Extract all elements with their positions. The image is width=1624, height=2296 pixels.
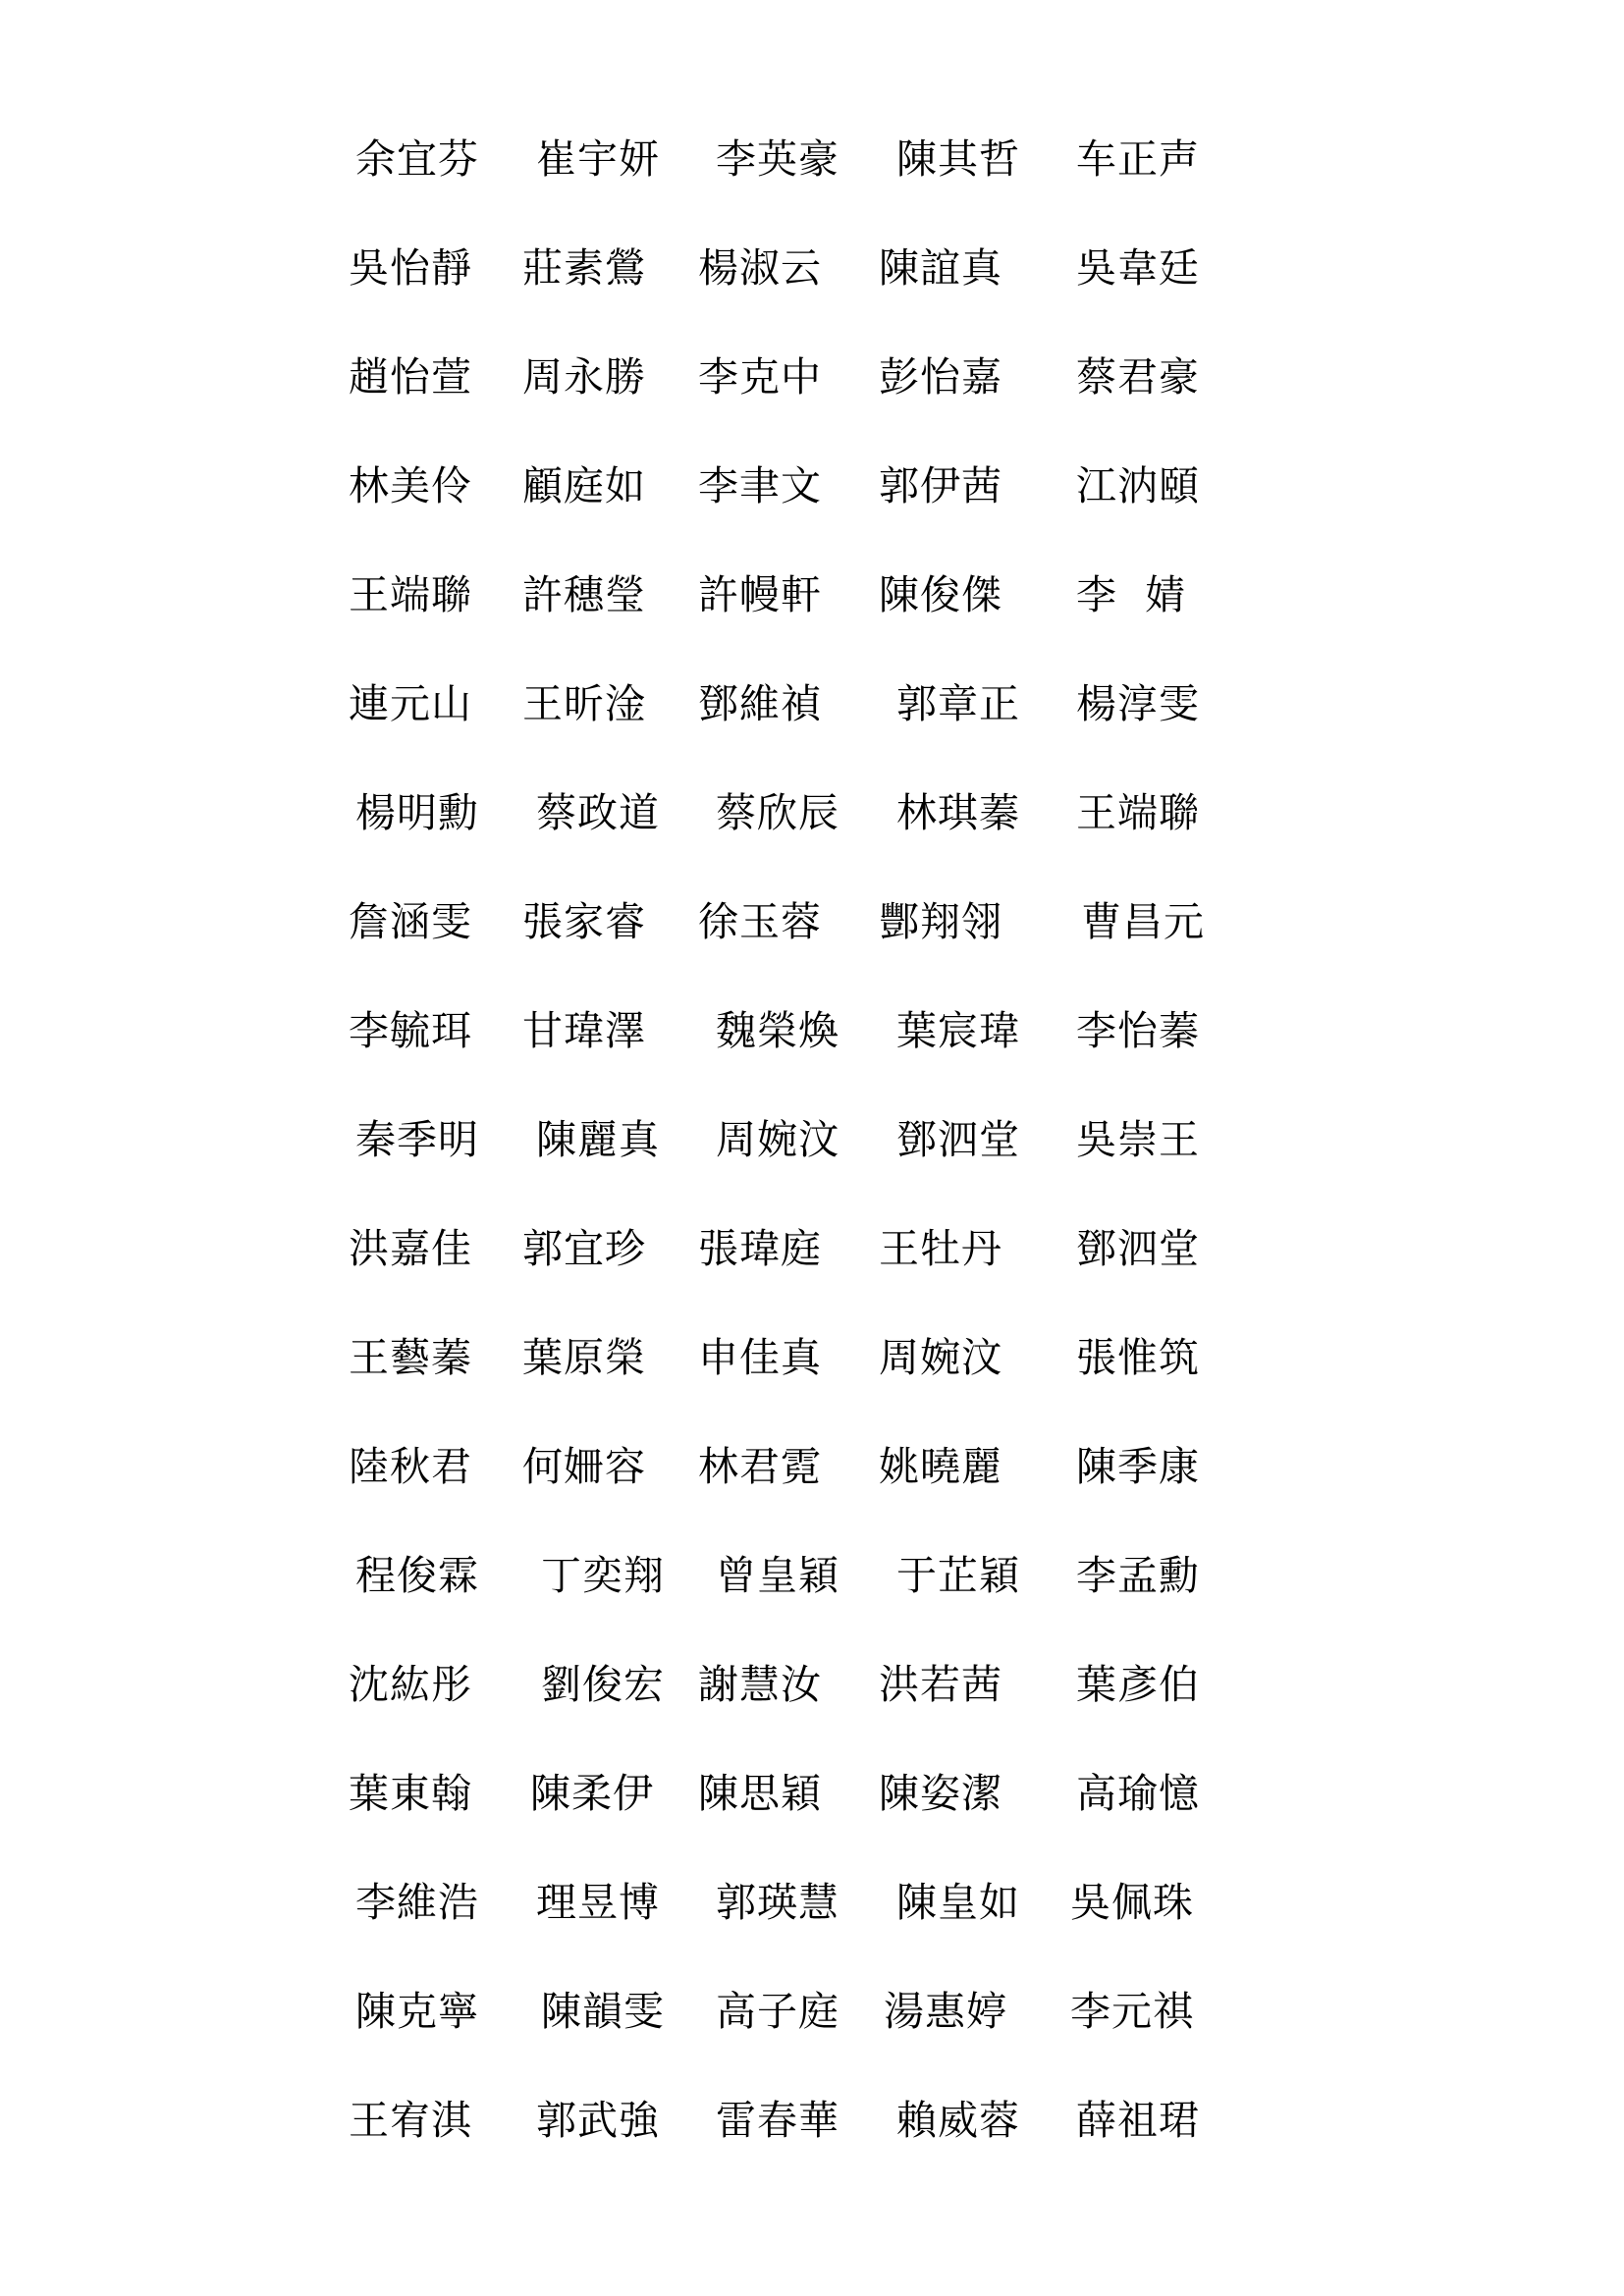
- name-row: [0, 1110, 1624, 1169]
- name-cell: 陳思穎: [698, 1770, 822, 1817]
- name-cell: 周婉汶: [879, 1334, 1002, 1381]
- name-cell: 吳怡靜: [349, 244, 472, 292]
- name-cell: 周婉汶: [716, 1116, 839, 1163]
- name-row: [0, 1873, 1624, 1932]
- name-cell: 秦季明: [355, 1116, 479, 1163]
- name-cell: 洪嘉佳: [349, 1225, 472, 1272]
- name-row: [0, 2091, 1624, 2150]
- name-cell: 高子庭: [716, 1988, 839, 2035]
- name-cell: 薛祖珺: [1076, 2097, 1200, 2144]
- name-cell: 許幔軒: [698, 571, 822, 618]
- name-cell: 鄧泗堂: [1076, 1225, 1200, 1272]
- name-row: [0, 1437, 1624, 1496]
- name-row: [0, 1328, 1624, 1387]
- name-row: [0, 1655, 1624, 1714]
- name-cell: 吳佩珠: [1070, 1879, 1194, 1926]
- name-cell: 林君霓: [698, 1443, 822, 1490]
- name-cell: 劉俊宏: [541, 1661, 665, 1708]
- name-cell: 蔡政道: [536, 789, 660, 836]
- name-row: [0, 1764, 1624, 1823]
- name-cell: 陳韻雯: [541, 1988, 665, 2035]
- name-cell: 林琪蓁: [896, 789, 1020, 836]
- name-cell: 姚曉麗: [879, 1443, 1002, 1490]
- name-cell: 徐玉蓉: [698, 898, 822, 945]
- name-cell: 湯惠婷: [884, 1988, 1007, 2035]
- name-cell: 李維浩: [355, 1879, 479, 1926]
- name-cell: 曹昌元: [1081, 898, 1205, 945]
- name-cell: 郭章正: [896, 680, 1020, 727]
- name-cell: 申佳真: [698, 1334, 822, 1381]
- name-cell: 陳誼真: [879, 244, 1002, 292]
- name-cell: 張家睿: [522, 898, 646, 945]
- name-row: [0, 892, 1624, 951]
- name-cell: 鄧維禎: [698, 680, 822, 727]
- name-row: [0, 1982, 1624, 2041]
- name-cell: 謝慧汝: [698, 1661, 822, 1708]
- name-cell: 王宥淇: [349, 2097, 472, 2144]
- name-cell: 王牡丹: [879, 1225, 1002, 1272]
- name-cell: 楊淳雯: [1076, 680, 1200, 727]
- name-cell: 李怡蓁: [1076, 1007, 1200, 1054]
- name-cell: 甘瑋澤: [522, 1007, 646, 1054]
- name-cell: 李克中: [698, 353, 822, 400]
- name-cell: 張惟筑: [1076, 1334, 1200, 1381]
- name-cell: 鄧泗堂: [896, 1116, 1020, 1163]
- name-row: [0, 783, 1624, 842]
- name-cell: 葉宸瑋: [896, 1007, 1020, 1054]
- name-cell: 陳皇如: [896, 1879, 1020, 1926]
- name-row: [0, 1546, 1624, 1605]
- name-cell: 周永勝: [522, 353, 646, 400]
- name-cell: 李孟勳: [1076, 1552, 1200, 1599]
- name-cell: 陳其哲: [896, 135, 1020, 183]
- name-cell: 許穗瑩: [522, 571, 646, 618]
- name-row: [0, 565, 1624, 624]
- name-cell: 吳崇王: [1076, 1116, 1200, 1163]
- name-row: [0, 347, 1624, 406]
- name-cell: 酆翔翎: [879, 898, 1002, 945]
- name-cell: 楊明勳: [355, 789, 479, 836]
- name-cell: 葉原榮: [522, 1334, 646, 1381]
- name-cell: 葉彥伯: [1076, 1661, 1200, 1708]
- name-row: [0, 239, 1624, 297]
- name-cell: 林美伶: [349, 462, 472, 509]
- name-cell: 蔡君豪: [1076, 353, 1200, 400]
- name-cell: 李 婧: [1076, 571, 1187, 618]
- name-cell: 蔡欣辰: [716, 789, 839, 836]
- name-cell: 陳麗真: [536, 1116, 660, 1163]
- name-cell: 陳克寧: [355, 1988, 479, 2035]
- name-cell: 陳季康: [1076, 1443, 1200, 1490]
- name-cell: 江汭頤: [1076, 462, 1200, 509]
- name-row: [0, 1219, 1624, 1278]
- name-row: [0, 674, 1624, 733]
- name-cell: 理昱博: [536, 1879, 660, 1926]
- name-cell: 王藝蓁: [349, 1334, 472, 1381]
- name-cell: 魏榮煥: [716, 1007, 839, 1054]
- name-cell: 高瑜憶: [1076, 1770, 1200, 1817]
- name-cell: 楊淑云: [698, 244, 822, 292]
- name-cell: 李聿文: [698, 462, 822, 509]
- name-cell: 王端聯: [349, 571, 472, 618]
- name-cell: 彭怡嘉: [879, 353, 1002, 400]
- name-cell: 余宜芬: [355, 135, 479, 183]
- name-cell: 賴威蓉: [896, 2097, 1020, 2144]
- name-cell: 沈紘彤: [349, 1661, 472, 1708]
- name-cell: 顧庭如: [522, 462, 646, 509]
- name-cell: 王端聯: [1076, 789, 1200, 836]
- name-cell: 郭瑛慧: [716, 1879, 839, 1926]
- name-row: [0, 1001, 1624, 1060]
- name-cell: 葉東翰: [349, 1770, 472, 1817]
- name-cell: 王昕淦: [522, 680, 646, 727]
- name-cell: 雷春華: [716, 2097, 839, 2144]
- name-cell: 于芷穎: [896, 1552, 1020, 1599]
- name-cell: 崔宇妍: [536, 135, 660, 183]
- name-cell: 連元山: [349, 680, 472, 727]
- name-cell: 陳俊傑: [879, 571, 1002, 618]
- name-cell: 程俊霖: [355, 1552, 479, 1599]
- name-cell: 莊素鶯: [522, 244, 646, 292]
- name-cell: 郭伊茜: [879, 462, 1002, 509]
- name-cell: 何姍容: [522, 1443, 646, 1490]
- name-row: [0, 130, 1624, 188]
- name-cell: 洪若茜: [879, 1661, 1002, 1708]
- name-cell: 李元祺: [1070, 1988, 1194, 2035]
- name-cell: 李毓珥: [349, 1007, 472, 1054]
- name-cell: 郭武強: [536, 2097, 660, 2144]
- name-cell: 郭宜珍: [522, 1225, 646, 1272]
- name-cell: 曾皇穎: [716, 1552, 839, 1599]
- name-cell: 丁奕翔: [541, 1552, 665, 1599]
- name-cell: 吳韋廷: [1076, 244, 1200, 292]
- name-cell: 趙怡萱: [349, 353, 472, 400]
- name-cell: 陳柔伊: [530, 1770, 654, 1817]
- name-cell: 詹涵雯: [349, 898, 472, 945]
- name-cell: 陳姿潔: [879, 1770, 1002, 1817]
- name-cell: 李英豪: [716, 135, 839, 183]
- name-cell: 張瑋庭: [698, 1225, 822, 1272]
- name-cell: 车正声: [1076, 135, 1200, 183]
- name-row: [0, 456, 1624, 515]
- name-cell: 陸秋君: [349, 1443, 472, 1490]
